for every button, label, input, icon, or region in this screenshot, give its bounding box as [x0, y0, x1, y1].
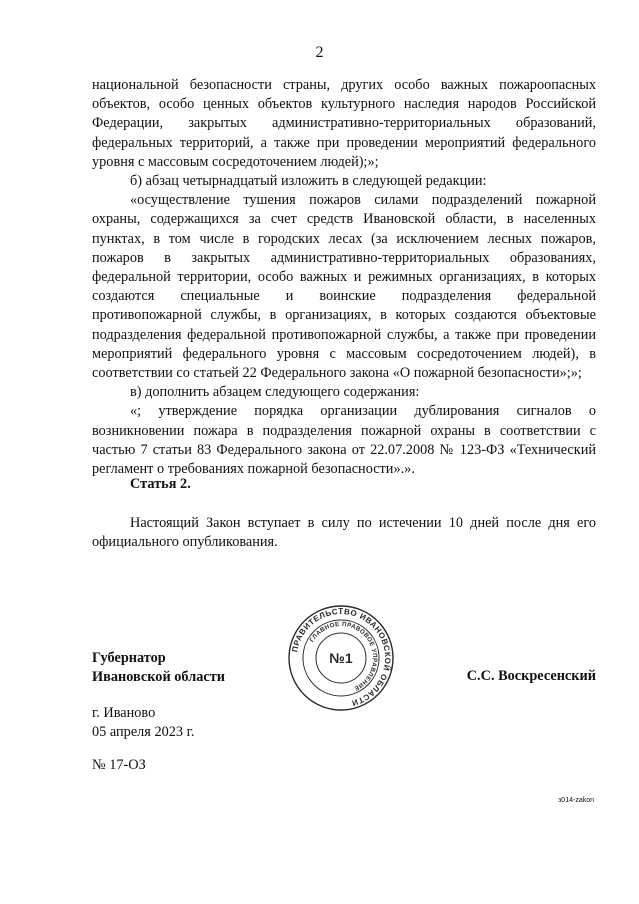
article-title: Статья 2.: [130, 476, 191, 492]
position-line-2: Ивановской области: [92, 669, 225, 685]
body-paragraph-4: в) дополнить абзацем следующего содержания:: [130, 384, 420, 401]
date: 05 апреля 2023 г.: [92, 724, 195, 741]
page-number: 2: [315, 44, 324, 61]
seal-inner-text: ГЛАВНОЕ ПРАВОВОЕ УПРАВЛЕНИЕ: [308, 620, 379, 692]
document-body: [92, 76, 596, 479]
body-paragraph-1: национальной безопасности страны, других особо важных пожароопасных объектов, особо ценных объектов культурного наследия народов Российской Федерации, закрытых административно-территориальных образований, федеральных территорий, а также при проведении мероприятий федерального уровня с массовым сосредоточением людей);»;: [92, 77, 596, 170]
law-number: № 17-ОЗ: [92, 757, 146, 773]
document-code: з014-zakon: [558, 797, 594, 804]
seal-ring-text: ПРАВИТЕЛЬСТВО ИВАНОВСКОЙ ОБЛАСТИ: [290, 606, 393, 708]
position-line-1: Губернатор: [92, 650, 166, 666]
city: г. Иваново: [92, 705, 156, 721]
body-paragraph-3: «осуществление тушения пожаров силами подразделений пожарной охраны, содержащихся за счет средств Ивановской области, в населенных пунктах, в том числе в городских лесах (за исключением лесных пожаров, пожаров в закрытых административно-территориальных образованиях, федеральной территории, особо важных и режимных организациях, в которых создаются специальные и воинские подразделения федеральной противопожарной службы, в организациях, в которых создаются объектовые подразделения федеральной противопожарной службы, а также при проведении мероприятий федерального уровня с массовым сосредоточением людей), в соответствии со статьей 22 Федерального закона «О пожарной безопасности»;»;: [92, 192, 596, 382]
signature-position: [92, 649, 225, 687]
seal-number: №1: [329, 650, 353, 666]
body-paragraph-2: б) абзац четырнадцатый изложить в следующей редакции:: [130, 173, 487, 190]
body-paragraph-5: «; утверждение порядка организации дублирования сигналов о возникновении пожара в подразделения пожарной охраны в соответствии с частью 7 статьи 83 Федерального закона от 22.07.2008 № 123-ФЗ «Технический регламент о требованиях пожарной безопасности».».: [92, 403, 596, 478]
official-seal: [287, 604, 395, 712]
place-and-date: [92, 704, 194, 742]
article-text: Настоящий Закон вступает в силу по истечении 10 дней после дня его официального опубликования.: [92, 515, 596, 551]
signer-name: С.С. Воскресенский: [466, 668, 596, 684]
